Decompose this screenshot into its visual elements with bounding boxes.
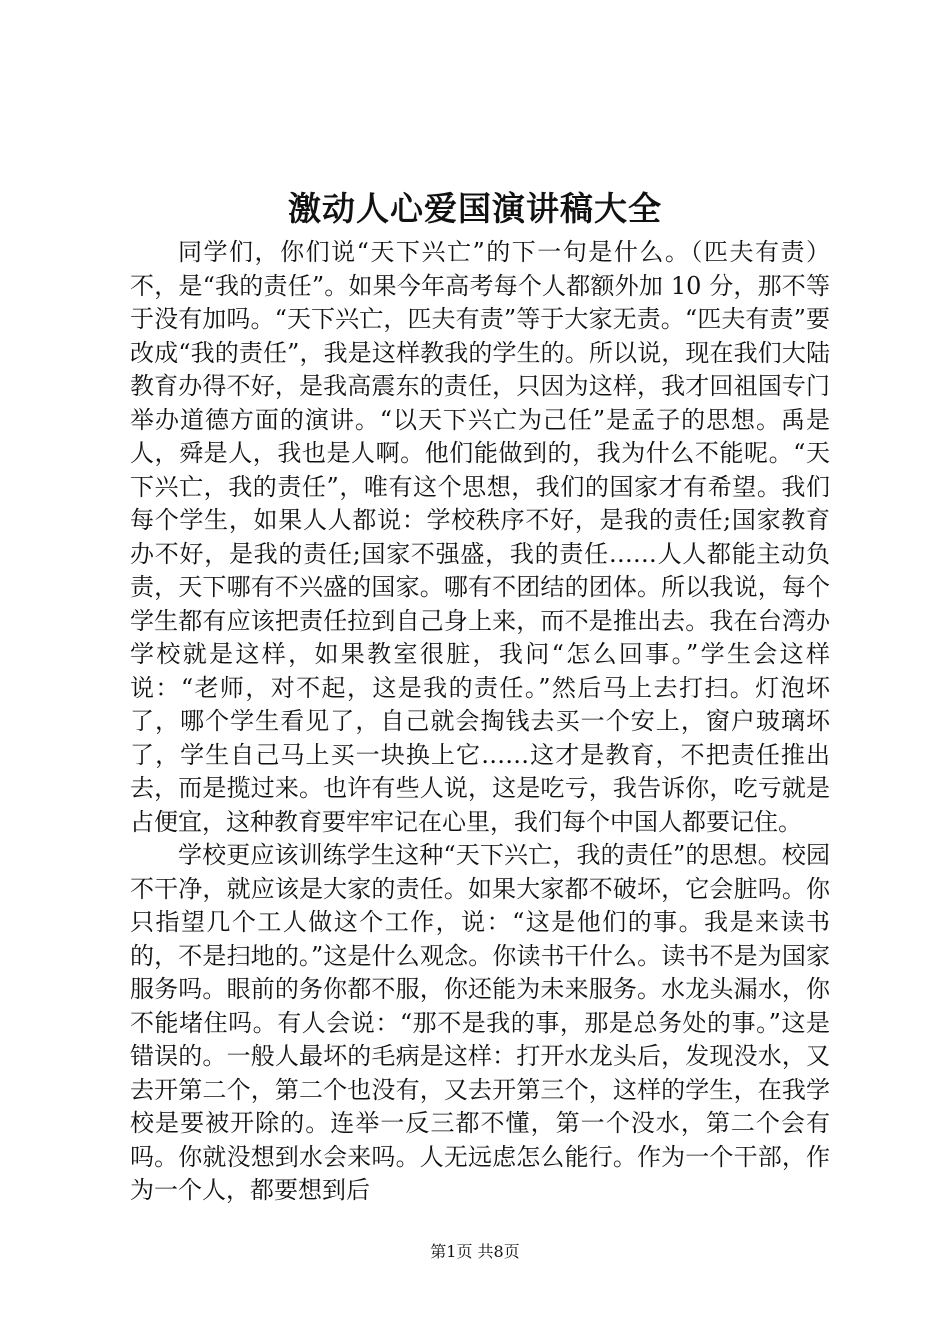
page-indicator: 第1页 共8页: [430, 1242, 520, 1261]
paragraph-2: 学校更应该训练学生这种“天下兴亡，我的责任”的思想。校园不干净，就应该是大家的责任。如果大家都不破坏，它会脏吗。你只指望几个工人做这个工作，说：“这是他们的事。我是来读书的，不是扫地的。”这是什么观念。你读书干什么。读书不是为国家服务吗。眼前的务你都不服，你还能为未来服务。水龙头漏水，你不能堵住吗。有人会说：“那不是我的事，那是总务处的事。”这是错误的。一般人最坏的毛病是这样：打开水龙头后，发现没水，又去开第二个，第二个也没有，又去开第三个，这样的学生，在我学校是要被开除的。连举一反三都不懂，第一个没水，第二个会有吗。你就没想到水会来吗。人无远虑怎么能行。作为一个干部，作为一个人，都要想到后: [130, 841, 830, 1204]
document-title: 激动人心爱国演讲稿大全: [288, 189, 662, 228]
document-body: [130, 236, 830, 1208]
paragraph-1: 同学们，你们说“天下兴亡”的下一句是什么。（匹夫有责）不，是“我的责任”。如果今年高考每个人都额外加 10 分，那不等于没有加吗。“天下兴亡，匹夫有责”等于大家无责。“匹夫有责”要改成“我的责任”，我是这样教我的学生的。所以说，现在我们大陆教育办得不好，是我高震东的责任，只因为这样，我才回祖国专门举办道德方面的演讲。“以天下兴亡为己任”是孟子的思想。禹是人，舜是人，我也是人啊。他们能做到的，我为什么不能呢。“天下兴亡，我的责任”，唯有这个思想，我们的国家才有希望。我们每个学生，如果人人都说：学校秩序不好，是我的责任;国家教育办不好，是我的责任;国家不强盛，我的责任……人人都能主动负责，天下哪有不兴盛的国家。哪有不团结的团体。所以我说，每个学生都有应该把责任拉到自己身上来，而不是推出去。我在台湾办学校就是这样，如果教室很脏，我问“怎么回事。”学生会这样说：“老师，对不起，这是我的责任。”然后马上去打扫。灯泡坏了，哪个学生看见了，自己就会掏钱去买一个安上，窗户玻璃坏了，学生自己马上买一块换上它……这才是教育，不把责任推出去，而是揽过来。也许有些人说，这是吃亏，我告诉你，吃亏就是占便宜，这种教育要牢牢记在心里，我们每个中国人都要记住。: [130, 238, 830, 836]
